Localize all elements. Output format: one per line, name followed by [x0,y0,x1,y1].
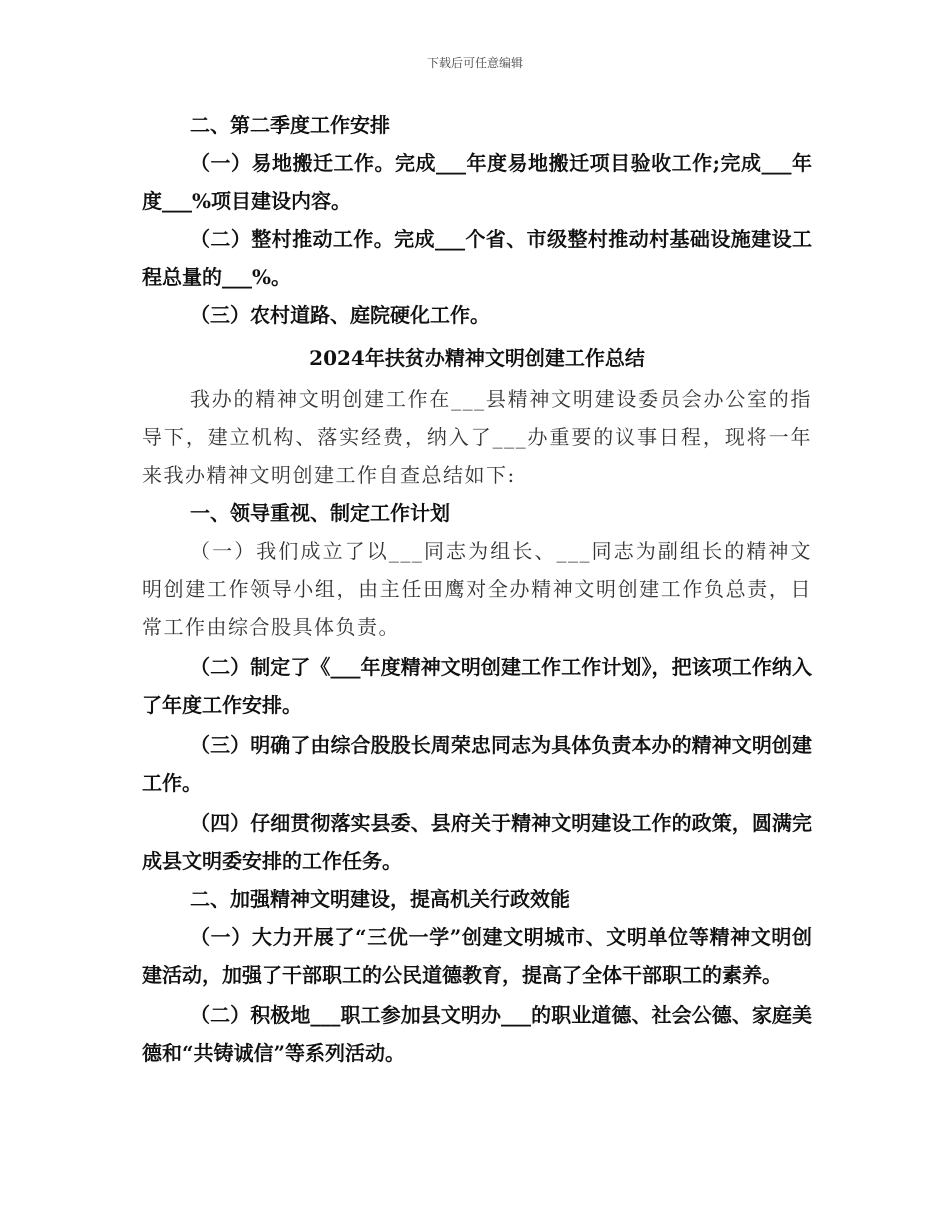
intro-paragraph: 我办的精神文明创建工作在___县精神文明建设委员会办公室的指导下，建立机构、落实经费，纳入了___办重要的议事日程，现将一年来我办精神文明创建工作自查总结如下: [142,387,812,487]
section1-item-4: （四）仔细贯彻落实县委、县府关于精神文明建设工作的政策，圆满完成县文明委安排的工作任务。 [142,811,812,873]
section1-item-2: （二）制定了《___年度精神文明创建工作工作计划》，把该项工作纳入了年度工作安排。 [142,655,812,717]
section2-item-1: （一）大力开展了“三优一学”创建文明城市、文明单位等精神文明创建活动，加强了干部职工的公民道德教育，提高了全体干部职工的素养。 [142,925,812,987]
document-title: 2024年扶贫办精神文明创建工作总结 [309,346,645,370]
part1-item-3: （三）农村道路、庭院硬化工作。 [190,303,490,327]
part1-item-2: （二）整村推动工作。完成___个省、市级整村推动村基础设施建设工程总量的___%。 [142,227,812,289]
page-header: 下载后可任意编辑 [426,56,523,70]
part1-item-1: （一）易地搬迁工作。完成___年度易地搬迁项目验收工作;完成___年度___%项目建设内容。 [142,151,812,213]
section1-heading: 一、领导重视、制定工作计划 [190,501,450,525]
document-body [142,106,812,1072]
section1-item-3: （三）明确了由综合股股长周荣忠同志为具体负责本办的精神文明创建工作。 [142,733,812,795]
section2-item-2: （二）积极地___职工参加县文明办___的职业道德、社会公德、家庭美德和“共铸诚信”等系列活动。 [142,1003,812,1065]
section2-heading: 二、加强精神文明建设，提高机关行政效能 [190,887,570,911]
section1-item-1: （一）我们成立了以___同志为组长、___同志为副组长的精神文明创建工作领导小组，由主任田鹰对全办精神文明创建工作负总责，日常工作由综合股具体负责。 [142,539,812,639]
part1-heading: 二、第二季度工作安排 [190,113,390,137]
